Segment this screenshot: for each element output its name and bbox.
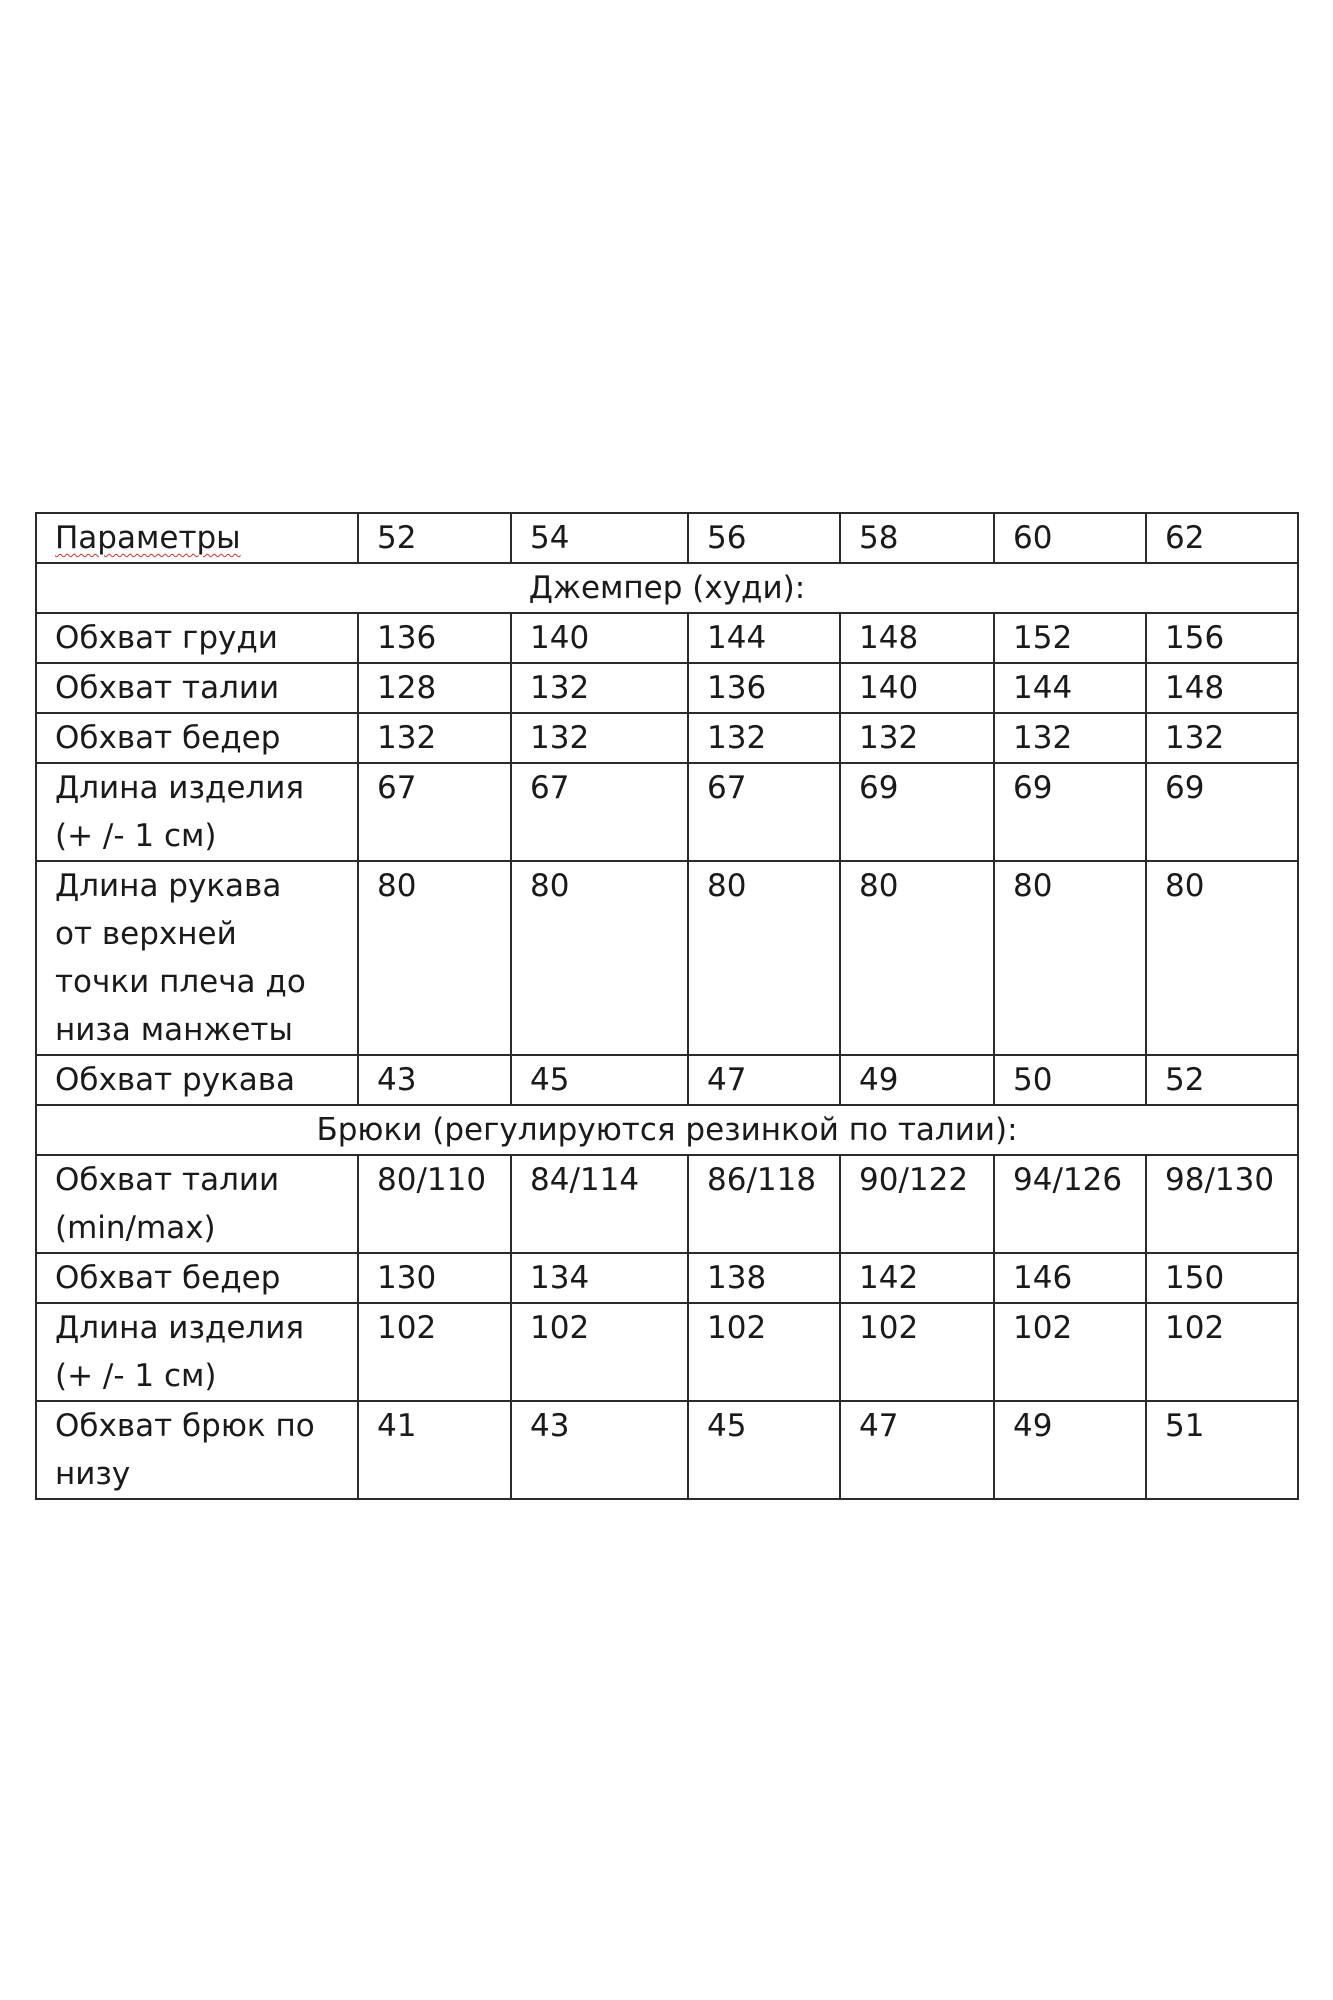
value-cell-text: 152 [1013, 620, 1073, 656]
value-cell-text: 102 [707, 1310, 767, 1346]
value-cell [688, 1253, 840, 1303]
section-row [36, 1105, 1298, 1155]
value-cell-text: 132 [707, 720, 767, 756]
value-cell [511, 1155, 688, 1253]
table-row [36, 663, 1298, 713]
header-row [36, 513, 1298, 563]
value-cell-text: 80 [530, 868, 570, 904]
size-table [35, 512, 1299, 1500]
value-cell-text: 52 [1165, 1062, 1205, 1098]
row-label-cell [36, 861, 358, 1055]
value-cell [840, 763, 994, 861]
value-cell [358, 613, 511, 663]
value-cell [994, 1253, 1146, 1303]
value-cell-text: 146 [1013, 1260, 1073, 1296]
size-header-cell [840, 513, 994, 563]
size-header-cell [358, 513, 511, 563]
value-cell [688, 613, 840, 663]
value-cell [688, 763, 840, 861]
row-label-cell [36, 613, 358, 663]
value-cell-text: 80 [1013, 868, 1053, 904]
value-cell-text: 94/126 [1013, 1162, 1123, 1198]
value-cell-text: 140 [530, 620, 590, 656]
value-cell [358, 763, 511, 861]
row-label: (+ /- 1 см) [55, 818, 217, 854]
row-label-cell [36, 1401, 358, 1499]
value-cell-text: 69 [1165, 770, 1205, 806]
value-cell [1146, 663, 1298, 713]
value-cell-text: 90/122 [859, 1162, 969, 1198]
row-label: Длина изделия [55, 770, 305, 806]
value-cell [358, 1253, 511, 1303]
value-cell [511, 1055, 688, 1105]
section-title [36, 563, 1298, 613]
value-cell [358, 861, 511, 1055]
row-label: Длина изделия [55, 1310, 305, 1346]
value-cell [994, 763, 1146, 861]
value-cell [511, 1303, 688, 1401]
value-cell-text: 80 [1165, 868, 1205, 904]
value-cell [1146, 1155, 1298, 1253]
value-cell [1146, 763, 1298, 861]
value-cell-text: 136 [377, 620, 437, 656]
section-title-text: Брюки (регулируются резинкой по талии): [316, 1112, 1018, 1148]
value-cell [1146, 713, 1298, 763]
value-cell [840, 861, 994, 1055]
value-cell-text: 136 [707, 670, 767, 706]
value-cell [840, 613, 994, 663]
value-cell-text: 102 [1013, 1310, 1073, 1346]
value-cell [511, 663, 688, 713]
row-label: (min/max) [55, 1210, 216, 1246]
value-cell [688, 1155, 840, 1253]
size-header-cell-text: 58 [859, 520, 899, 556]
value-cell [1146, 1401, 1298, 1499]
row-label: низу [55, 1456, 131, 1492]
size-header-cell [994, 513, 1146, 563]
value-cell-text: 49 [859, 1062, 899, 1098]
value-cell-text: 132 [530, 670, 590, 706]
value-cell-text: 142 [859, 1260, 919, 1296]
value-cell-text: 140 [859, 670, 919, 706]
value-cell-text: 49 [1013, 1408, 1053, 1444]
section-title-text: Джемпер (худи): [528, 570, 806, 606]
value-cell [1146, 861, 1298, 1055]
size-header-cell-text: 52 [377, 520, 417, 556]
value-cell [994, 1401, 1146, 1499]
value-cell-text: 102 [530, 1310, 590, 1346]
value-cell [840, 1303, 994, 1401]
value-cell [511, 861, 688, 1055]
value-cell [688, 663, 840, 713]
row-label: (+ /- 1 см) [55, 1358, 217, 1394]
value-cell [358, 1401, 511, 1499]
value-cell-text: 67 [530, 770, 570, 806]
value-cell [994, 1055, 1146, 1105]
header-label-cell [36, 513, 358, 563]
row-label: Обхват бедер [55, 1260, 281, 1296]
row-label-cell [36, 713, 358, 763]
value-cell [688, 1401, 840, 1499]
header-label: Параметры [55, 520, 241, 556]
value-cell-text: 98/130 [1165, 1162, 1275, 1198]
value-cell-text: 45 [530, 1062, 570, 1098]
value-cell [994, 613, 1146, 663]
row-label: Обхват груди [55, 620, 278, 656]
row-label: Обхват талии [55, 1162, 280, 1198]
value-cell [358, 1303, 511, 1401]
value-cell-text: 47 [859, 1408, 899, 1444]
row-label-cell [36, 663, 358, 713]
value-cell-text: 102 [377, 1310, 437, 1346]
row-label: от верхней [55, 916, 237, 952]
row-label: Обхват бедер [55, 720, 281, 756]
value-cell-text: 102 [1165, 1310, 1225, 1346]
size-header-cell-text: 60 [1013, 520, 1053, 556]
value-cell [994, 663, 1146, 713]
value-cell [688, 713, 840, 763]
size-header-cell-text: 62 [1165, 520, 1205, 556]
value-cell-text: 134 [530, 1260, 590, 1296]
value-cell [511, 763, 688, 861]
size-header-cell [688, 513, 840, 563]
value-cell-text: 84/114 [530, 1162, 640, 1198]
size-header-cell [1146, 513, 1298, 563]
value-cell [840, 713, 994, 763]
table-row [36, 1253, 1298, 1303]
value-cell [994, 1155, 1146, 1253]
value-cell [994, 861, 1146, 1055]
value-cell-text: 148 [859, 620, 919, 656]
value-cell-text: 138 [707, 1260, 767, 1296]
value-cell-text: 150 [1165, 1260, 1225, 1296]
value-cell-text: 132 [1165, 720, 1225, 756]
value-cell [511, 613, 688, 663]
value-cell-text: 132 [377, 720, 437, 756]
value-cell [358, 663, 511, 713]
row-label-cell [36, 1303, 358, 1401]
section-title [36, 1105, 1298, 1155]
row-label: низа манжеты [55, 1012, 293, 1048]
size-header-cell-text: 56 [707, 520, 747, 556]
row-label: Длина рукава [55, 868, 282, 904]
row-label-cell [36, 763, 358, 861]
row-label: Обхват талии [55, 670, 280, 706]
value-cell-text: 67 [707, 770, 747, 806]
row-label: Обхват рукава [55, 1062, 296, 1098]
value-cell [1146, 1055, 1298, 1105]
row-label-cell [36, 1055, 358, 1105]
value-cell-text: 43 [377, 1062, 417, 1098]
value-cell-text: 102 [859, 1310, 919, 1346]
value-cell [358, 1155, 511, 1253]
value-cell-text: 128 [377, 670, 437, 706]
value-cell-text: 132 [1013, 720, 1073, 756]
value-cell-text: 69 [859, 770, 899, 806]
value-cell-text: 51 [1165, 1408, 1205, 1444]
table-row [36, 1055, 1298, 1105]
value-cell [840, 663, 994, 713]
value-cell [994, 713, 1146, 763]
value-cell-text: 45 [707, 1408, 747, 1444]
value-cell-text: 148 [1165, 670, 1225, 706]
value-cell-text: 156 [1165, 620, 1225, 656]
value-cell-text: 69 [1013, 770, 1053, 806]
value-cell [511, 1401, 688, 1499]
value-cell [1146, 1253, 1298, 1303]
table-row [36, 713, 1298, 763]
value-cell-text: 132 [859, 720, 919, 756]
value-cell-text: 47 [707, 1062, 747, 1098]
value-cell-text: 41 [377, 1408, 417, 1444]
row-label: Обхват брюк по [55, 1408, 315, 1444]
value-cell [511, 713, 688, 763]
value-cell-text: 132 [530, 720, 590, 756]
table-row [36, 1155, 1298, 1253]
size-header-cell-text: 54 [530, 520, 570, 556]
value-cell-text: 86/118 [707, 1162, 817, 1198]
value-cell [840, 1055, 994, 1105]
table-row [36, 1401, 1298, 1499]
value-cell [688, 1303, 840, 1401]
value-cell [358, 1055, 511, 1105]
value-cell-text: 130 [377, 1260, 437, 1296]
value-cell [1146, 1303, 1298, 1401]
value-cell [688, 861, 840, 1055]
value-cell [840, 1253, 994, 1303]
size-header-cell [511, 513, 688, 563]
value-cell-text: 80 [859, 868, 899, 904]
value-cell-text: 67 [377, 770, 417, 806]
value-cell [1146, 613, 1298, 663]
value-cell-text: 80 [377, 868, 417, 904]
value-cell [358, 713, 511, 763]
value-cell [688, 1055, 840, 1105]
value-cell-text: 80 [707, 868, 747, 904]
value-cell [840, 1401, 994, 1499]
table-row [36, 1303, 1298, 1401]
row-label: точки плеча до [55, 964, 306, 1000]
value-cell-text: 80/110 [377, 1162, 487, 1198]
value-cell [511, 1253, 688, 1303]
row-label-cell [36, 1253, 358, 1303]
table-row [36, 613, 1298, 663]
table-row [36, 861, 1298, 1055]
value-cell-text: 50 [1013, 1062, 1053, 1098]
value-cell-text: 144 [1013, 670, 1073, 706]
value-cell [840, 1155, 994, 1253]
section-row [36, 563, 1298, 613]
table-row [36, 763, 1298, 861]
value-cell-text: 43 [530, 1408, 570, 1444]
value-cell [994, 1303, 1146, 1401]
value-cell-text: 144 [707, 620, 767, 656]
row-label-cell [36, 1155, 358, 1253]
